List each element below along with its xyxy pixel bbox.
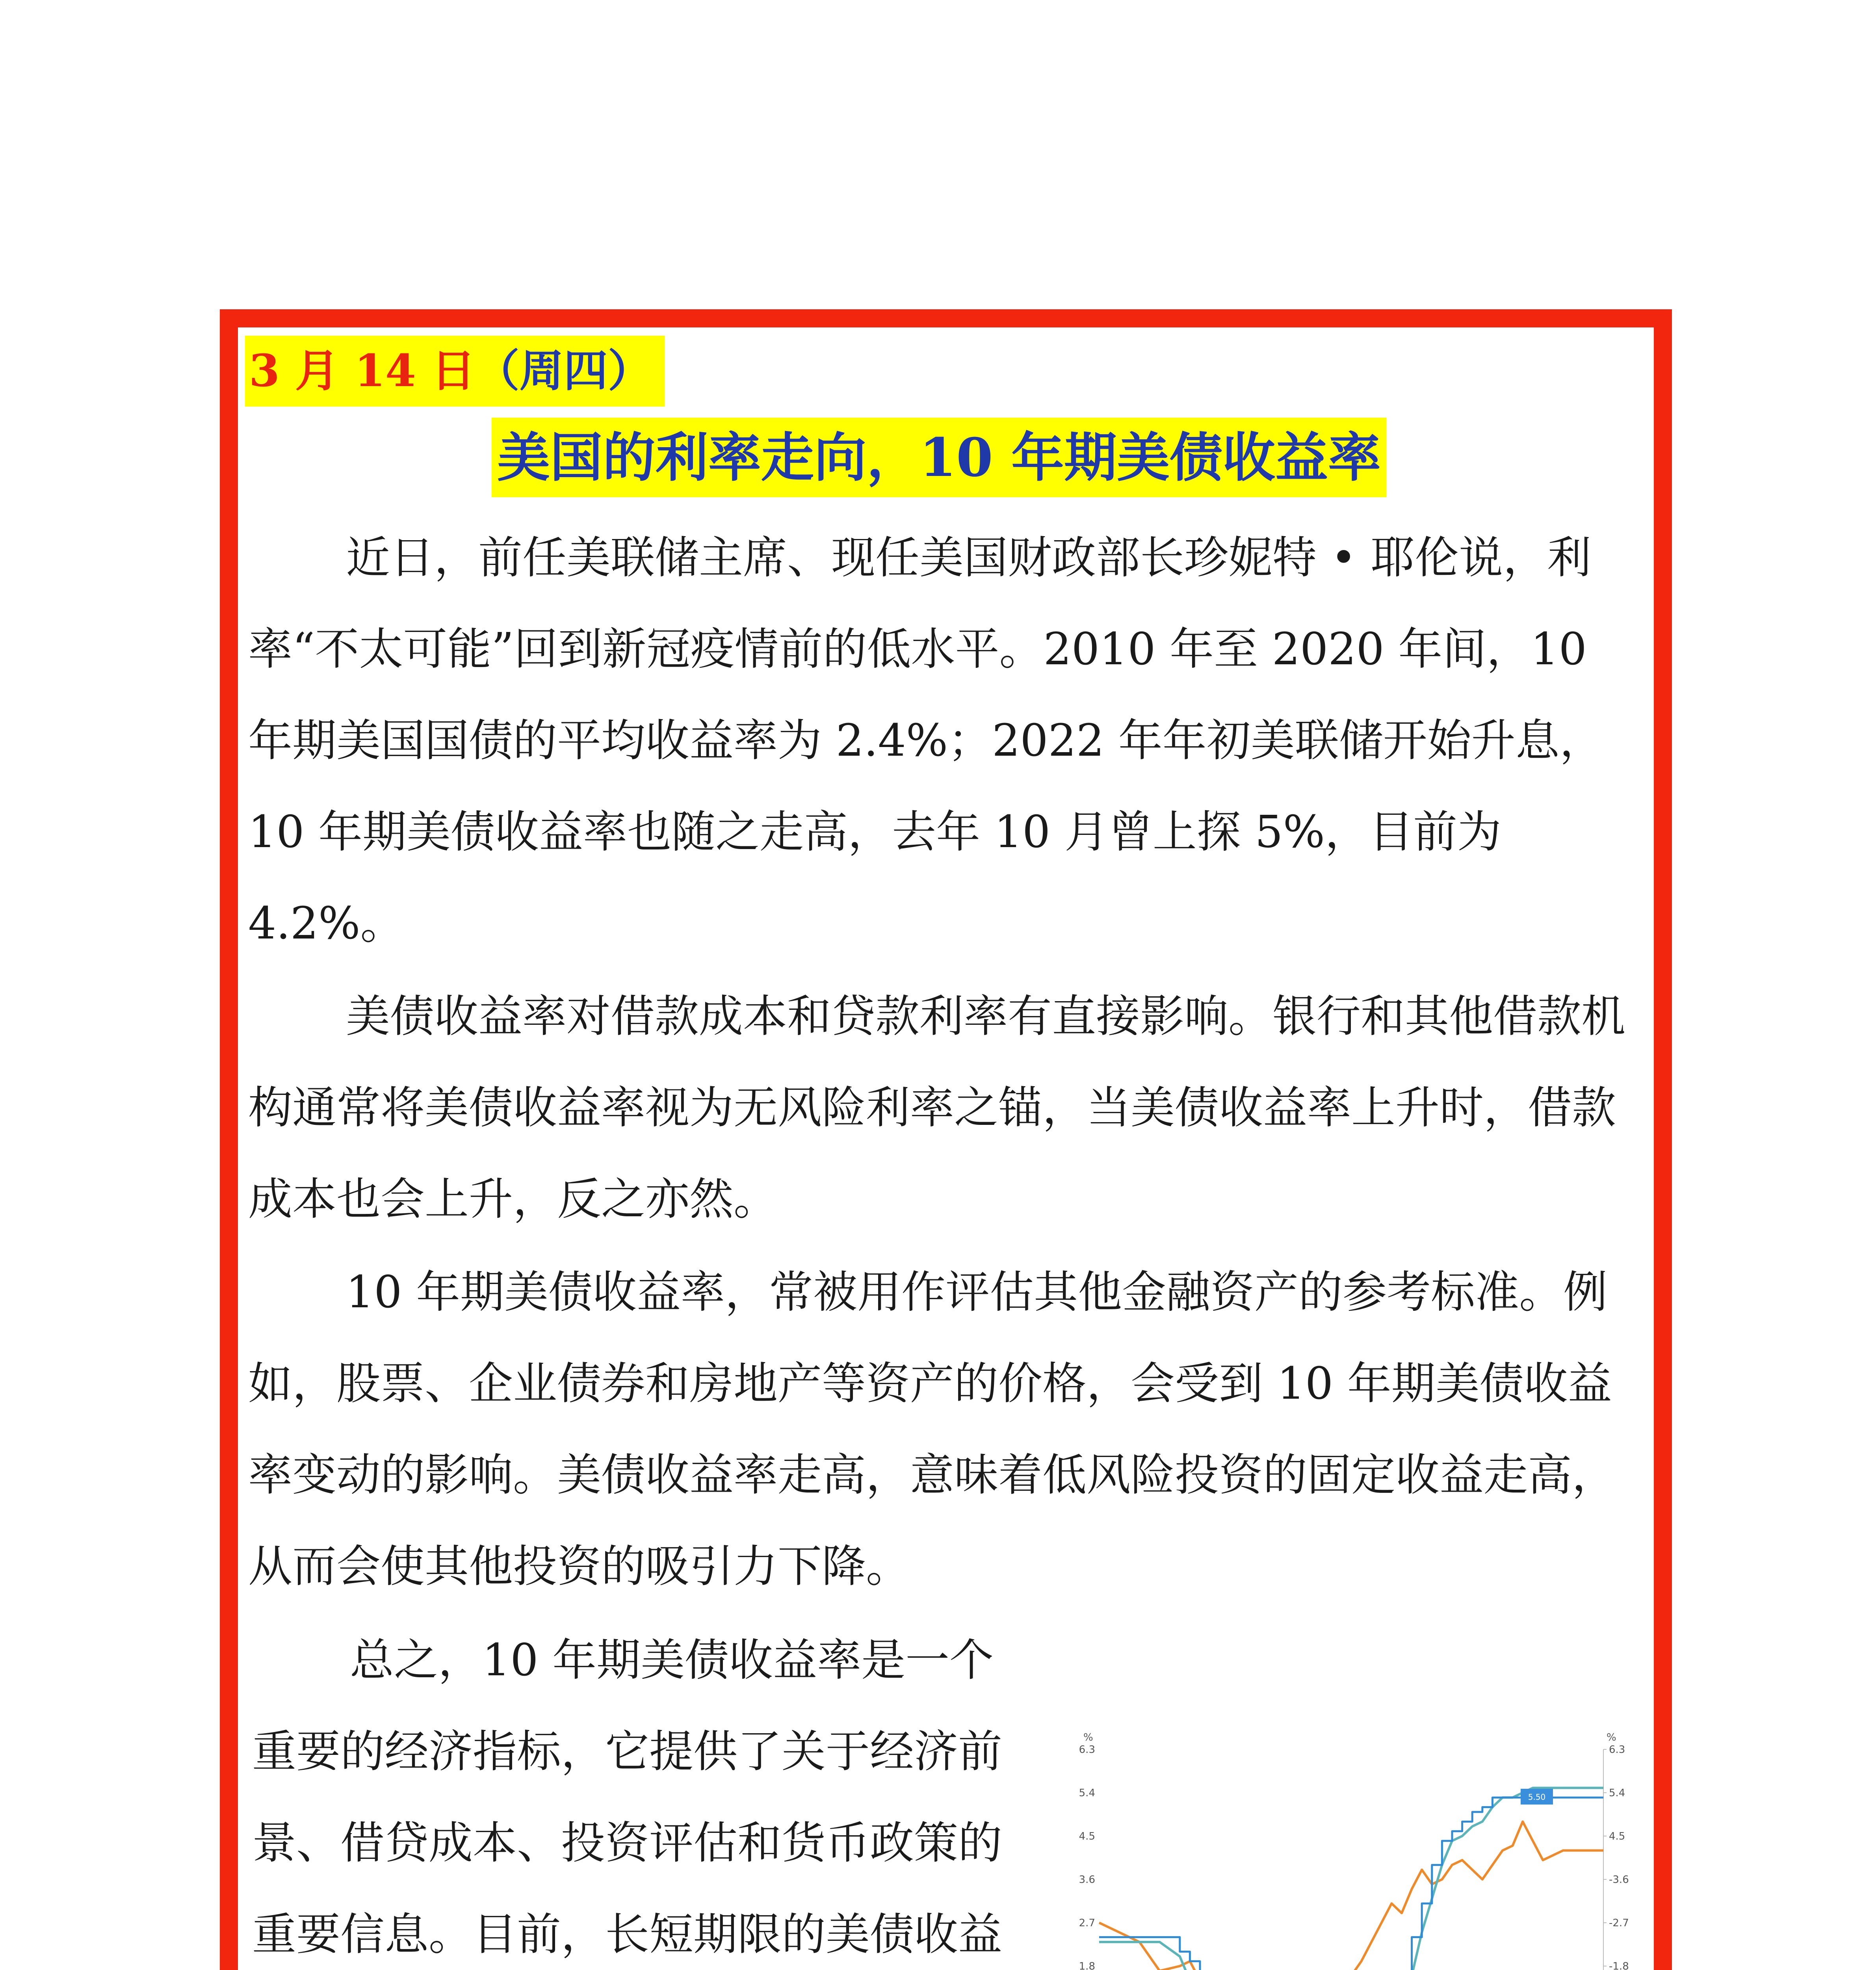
paragraph-1: 近日，前任美联储主席、现任美国财政部长珍妮特 • 耶伦说，利率“不太可能”回到新冠疫情前的低水平。2010 年至 2020 年间，10 年期美国国债的平均收益率为 2.4%；2022 年年初美联储开始升息，10 年期美债收益率也随之走高，去年 10 月曾上探 5%，目前为 4.2%。 xyxy=(248,532,1604,949)
y-tick-left: 3.6 xyxy=(1079,1874,1095,1886)
paragraph-3: 10 年期美债收益率，常被用作评估其他金融资产的参考标准。例如，股票、企业债券和房地产等资产的价格，会受到 10 年期美债收益率变动的影响。美债收益率走高，意味着低风险投资的固定收益走高，从而会使其他投资的吸引力下降。 xyxy=(248,1267,1616,1592)
paragraph-4: 总之，10 年期美债收益率是一个重要的经济指标，它提供了关于经济前景、借贷成本、投资评估和货币政策的重要信息。目前，长短期限的美债收益 xyxy=(252,1635,1002,1960)
annotation-top-label: 5.50 xyxy=(1528,1792,1546,1802)
y-tick-right: -3.6 xyxy=(1609,1874,1629,1886)
y-tick-left: 1.8 xyxy=(1079,1961,1095,1970)
y-tick-right: -2.7 xyxy=(1609,1917,1629,1929)
y-tick-left: 5.4 xyxy=(1079,1787,1095,1799)
y-unit-right: % xyxy=(1607,1732,1616,1743)
series-line-1 xyxy=(1099,1821,1603,1970)
y-tick-right: -1.8 xyxy=(1609,1961,1629,1970)
yield-chart xyxy=(1056,1706,1655,1970)
series-line-2 xyxy=(1099,1788,1603,1970)
annotation-top xyxy=(1521,1789,1553,1805)
paragraph-2: 美债收益率对借款成本和贷款利率有直接影响。银行和其他借款机构通常将美债收益率视为无风险利率之锚，当美债收益率上升时，借款成本也会上升，反之亦然。 xyxy=(248,991,1625,1225)
y-tick-left: 6.3 xyxy=(1079,1744,1095,1756)
y-tick-left: 4.5 xyxy=(1079,1831,1095,1842)
y-tick-right: 4.5 xyxy=(1609,1831,1625,1842)
y-unit-left: % xyxy=(1083,1732,1093,1743)
y-axis-left xyxy=(1079,1744,1095,1970)
y-tick-right: 6.3 xyxy=(1609,1744,1625,1756)
chart-series xyxy=(1099,1788,1603,1970)
y-axis-right xyxy=(1603,1744,1629,1970)
date-text: 3 月 14 日 xyxy=(249,345,476,397)
weekday-text: （周四） xyxy=(475,345,652,397)
y-tick-left: 2.7 xyxy=(1079,1917,1095,1929)
article-title: 美国的利率走向，10 年期美债收益率 xyxy=(492,418,1386,497)
y-tick-right: 5.4 xyxy=(1609,1787,1625,1799)
series-line-3 xyxy=(1099,1797,1603,1970)
date-header xyxy=(245,336,665,407)
